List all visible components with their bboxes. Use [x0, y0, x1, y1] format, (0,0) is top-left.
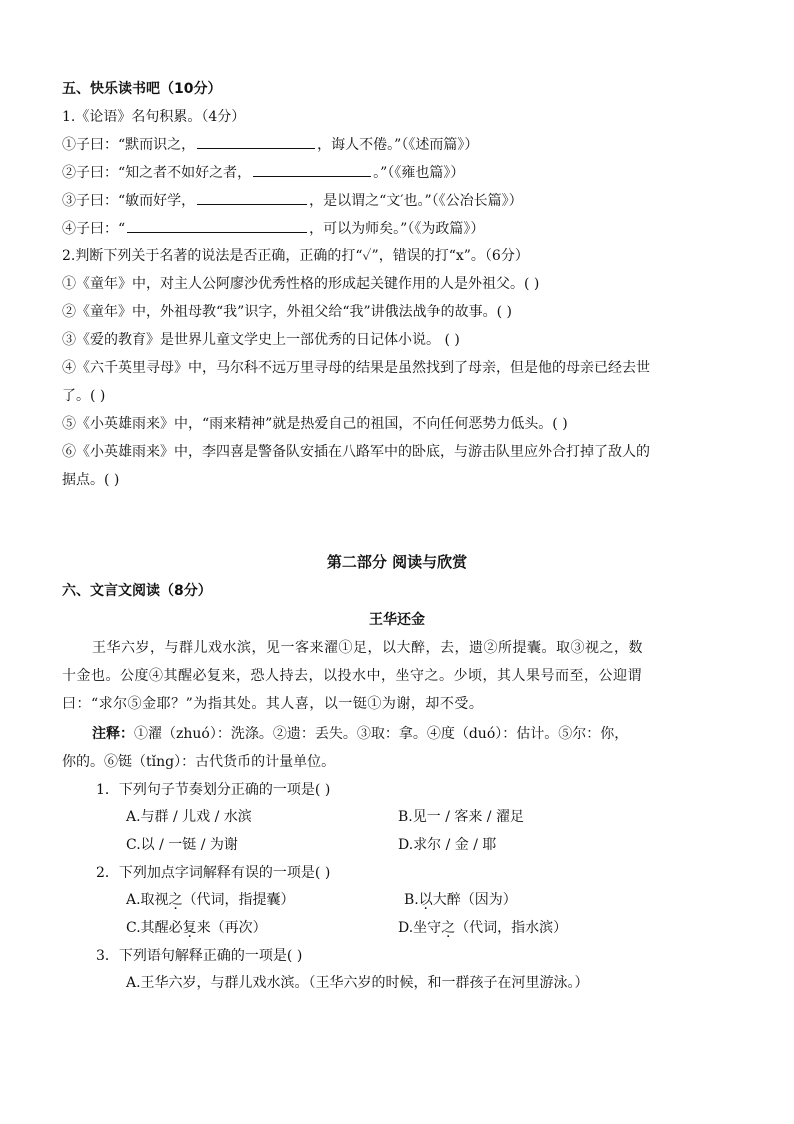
judge-item-4-line-1: ④《六千英里寻母》中，马尔科不远万里寻母的结果是虽然找到了母亲，但是他的母亲已经去世: [62, 360, 650, 376]
section-6-title: 六、文言文阅读（8分）: [62, 583, 212, 599]
judge-item-6-line-1: ⑥《小英雄雨来》中，李四喜是警备队安插在八路军中的卧底，与游击队里应外合打掉了敌人的: [62, 444, 650, 460]
option-text: （代词，指水滨）: [455, 920, 568, 936]
notes-line-2: 你的。⑥铤（tǐng）：古代货币的计量单位。: [62, 754, 336, 770]
answer-blank-4[interactable]: [127, 217, 307, 233]
passage-line-2: 十金也。公度④其醒必复来，恐人持去，以投水中，坐守之。少顷，其人果号而至，公迎谓: [62, 668, 642, 684]
notes-label: 注释：: [92, 726, 134, 742]
option-text: C.其醒必: [126, 920, 183, 936]
answer-blank-2[interactable]: [253, 161, 371, 177]
option-text: （代词，指提囊）: [182, 892, 295, 908]
option-text: B.: [404, 892, 419, 908]
mc-question-2: 2．下列加点字词解释有误的一项是( ): [96, 865, 331, 881]
judge-item-3: ③《爱的教育》是世界儿童文学史上一部优秀的日记体小说。 ( ): [62, 332, 460, 348]
judge-item-2: ②《童年》中，外祖母教“我”识字，外祖父给“我”讲俄法战争的故事。( ): [62, 304, 513, 320]
section-5-title: 五、快乐读书吧（10分）: [62, 81, 222, 97]
dotted-character: 以: [418, 892, 433, 908]
fill-line-2-prefix: ②子曰：“知之者不如好之者，: [62, 165, 252, 181]
mc-q2-option-d[interactable]: [398, 917, 567, 939]
notes-text-1: ①濯（zhuó）：洗涤。②遗：丢失。③取：拿。④度（duó）：估计。⑤尔：你，: [134, 726, 629, 742]
judge-item-5: ⑤《小英雄雨来》中，“雨来精神”就是热爱自己的祖国，不向任何恶势力低头。( ): [62, 416, 568, 432]
judge-item-4-line-2: 了。( ): [62, 388, 106, 404]
mc-question-1: 1．下列句子节奏划分正确的一项是( ): [96, 782, 331, 798]
mc-q3-option-a[interactable]: A.王华六岁，与群儿戏水滨。（王华六岁的时候，和一群孩子在河里游泳。）: [126, 975, 589, 991]
fill-line-3: [62, 189, 523, 212]
passage-line-3: 曰：“求尔⑤金耶？”为指其处。其人喜，以一铤①为谢，却不受。: [62, 696, 484, 712]
option-text: D.坐守: [398, 920, 442, 936]
dotted-character: 之: [168, 892, 183, 908]
fill-line-1-prefix: ①子曰：“默而识之，: [62, 137, 196, 153]
mc-q2-option-a[interactable]: [126, 889, 295, 911]
fill-line-3-prefix: ③子曰：“敏而好学，: [62, 193, 196, 209]
mc-q1-option-b[interactable]: B.见一 / 客来 / 濯足: [398, 809, 524, 825]
fill-line-4-suffix: ，可以为师矣。”（《为政篇》）: [309, 221, 485, 237]
option-text: A.取视: [126, 892, 169, 908]
question-1: 1.《论语》名句积累。（4分）: [62, 109, 246, 125]
notes-line-1: [92, 723, 628, 745]
judge-item-6-line-2: 据点。( ): [62, 472, 120, 488]
mc-q1-option-c[interactable]: C.以 / 一铤 / 为谢: [126, 837, 238, 853]
answer-blank-1[interactable]: [197, 133, 315, 149]
fill-line-1-suffix: ，诲人不倦。”（《述而篇》）: [317, 137, 479, 153]
option-text: 来（再次）: [196, 920, 267, 936]
mc-question-3: 3．下列语句解释正确的一项是( ): [96, 948, 303, 964]
fill-line-1: [62, 133, 478, 156]
part-2-heading: 第二部分 阅读与欣赏: [326, 553, 468, 571]
dotted-character: 复: [182, 920, 197, 936]
fill-line-4: [62, 217, 484, 240]
judge-item-1: ①《童年》中，对主人公阿廖沙优秀性格的形成起关键作用的人是外祖父。( ): [62, 276, 540, 292]
mc-q1-option-d[interactable]: D.求尔 / 金 / 耶: [398, 837, 497, 853]
mc-q2-option-b[interactable]: [404, 889, 517, 911]
answer-blank-3[interactable]: [197, 189, 307, 205]
dotted-character: 之: [441, 920, 456, 936]
mc-q2-option-c[interactable]: [126, 917, 267, 939]
option-text: 大醉（因为）: [432, 892, 517, 908]
fill-line-2: [62, 161, 464, 184]
fill-line-4-prefix: ④子曰：“: [62, 221, 126, 237]
fill-line-2-suffix: 。”（《雍也篇》）: [373, 165, 465, 181]
passage-line-1: 王华六岁，与群儿戏水滨，见一客来濯①足，以大醉，去，遗②所提囊。取③视之，数: [92, 640, 643, 656]
mc-q1-option-a[interactable]: A.与群 / 儿戏 / 水滨: [126, 809, 252, 825]
question-2: 2.判断下列关于名著的说法是否正确，正确的打“✓”，错误的打“x”。（6分）: [62, 248, 529, 264]
passage-title: 王华还金: [369, 612, 425, 628]
fill-line-3-suffix: ，是以谓之“文′也。”（《公冶长篇》）: [309, 193, 523, 209]
